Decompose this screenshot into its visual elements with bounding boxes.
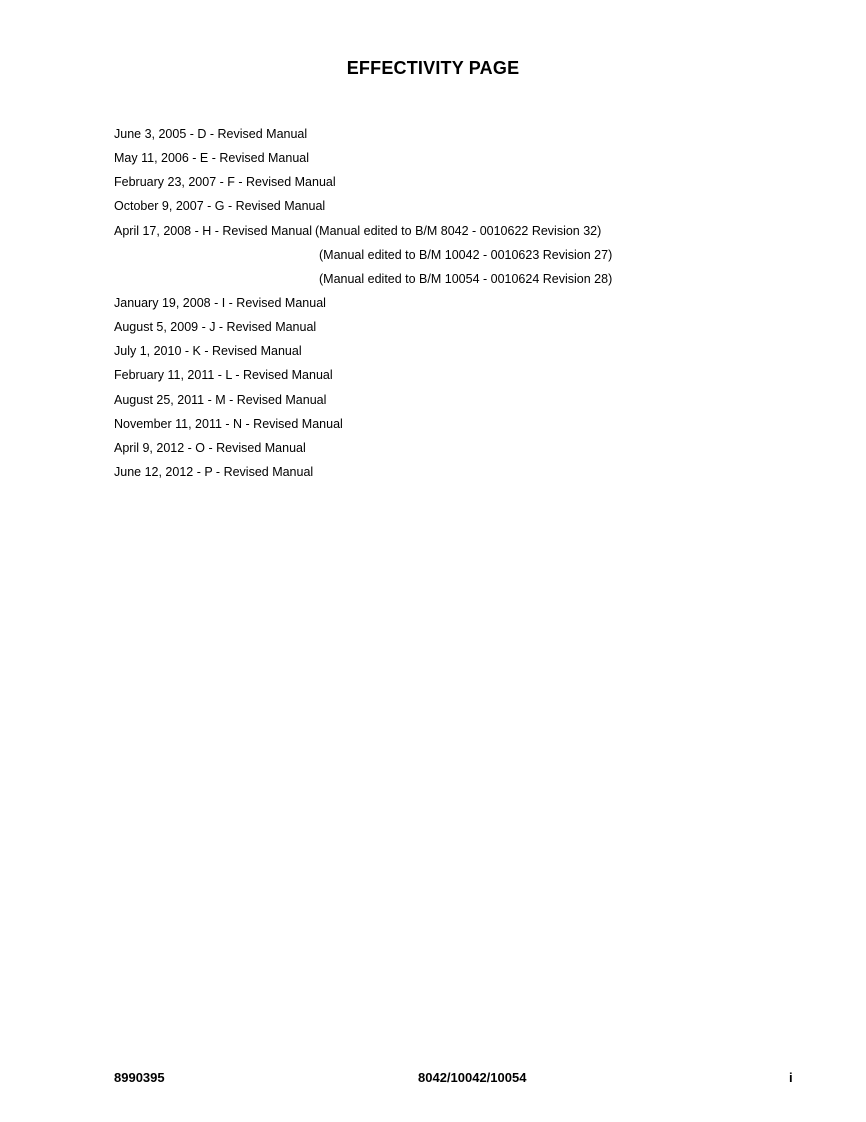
revision-entry-g: October 9, 2007 - G - Revised Manual — [114, 199, 326, 214]
revision-list — [114, 122, 612, 484]
revision-entry-p: June 12, 2012 - P - Revised Manual — [114, 464, 314, 479]
revision-entry-k: July 1, 2010 - K - Revised Manual — [114, 344, 302, 359]
revision-entry-f: February 23, 2007 - F - Revised Manual — [114, 175, 336, 190]
footer-page-number: i — [789, 1070, 793, 1085]
revision-entry-d: June 3, 2005 - D - Revised Manual — [114, 127, 308, 141]
revision-entry-h-label: April 17, 2008 - H - Revised Manual — [114, 223, 313, 238]
revision-note-8042: (Manual edited to B/M 8042 - 0010622 Revision 32) — [315, 223, 602, 238]
revision-note-10054: (Manual edited to B/M 10054 - 0010624 Revision 28) — [319, 271, 613, 286]
revision-entry-h — [114, 219, 612, 243]
revision-note-10042: (Manual edited to B/M 10042 - 0010623 Revision 27) — [319, 247, 613, 262]
footer-part-number: 8990395 — [114, 1070, 165, 1085]
revision-entry-l: February 11, 2011 - L - Revised Manual — [114, 368, 333, 383]
revision-entry-j: August 5, 2009 - J - Revised Manual — [114, 320, 317, 335]
page-title: EFFECTIVITY PAGE — [346, 58, 520, 78]
revision-entry-e: May 11, 2006 - E - Revised Manual — [114, 151, 310, 166]
revision-entry-o: April 9, 2012 - O - Revised Manual — [114, 440, 306, 455]
revision-entry-i: January 19, 2008 - I - Revised Manual — [114, 295, 326, 310]
revision-entry-n: November 11, 2011 - N - Revised Manual — [114, 416, 343, 431]
footer-models: 8042/10042/10054 — [418, 1070, 527, 1085]
revision-entry-m: August 25, 2011 - M - Revised Manual — [114, 392, 327, 407]
